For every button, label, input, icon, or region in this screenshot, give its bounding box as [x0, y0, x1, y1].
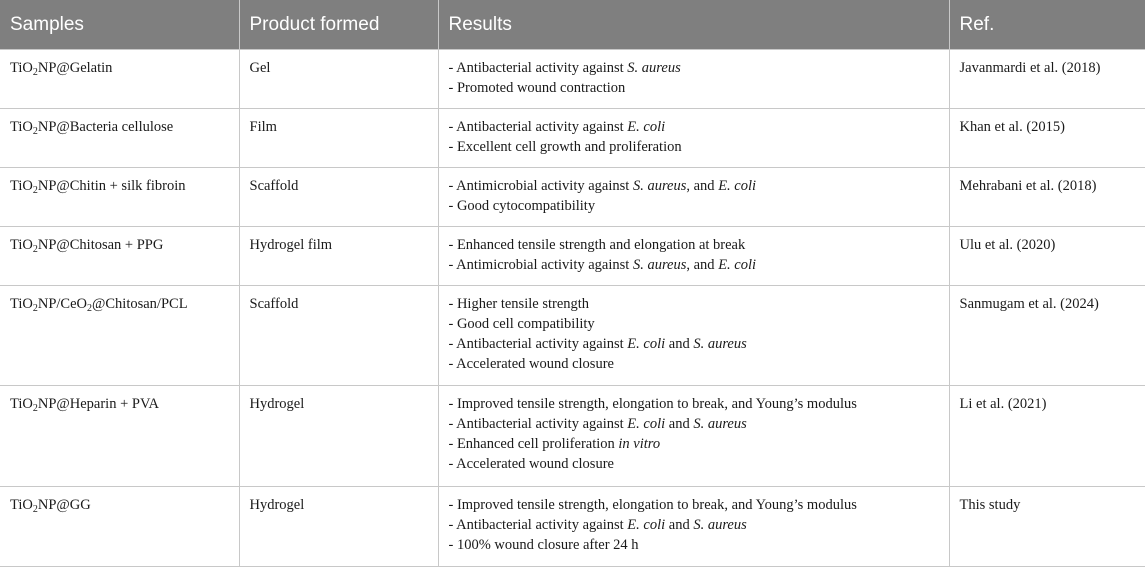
result-line [449, 58, 939, 78]
sample-text: NP@Gelatin [37, 60, 113, 76]
table-row [0, 168, 1145, 227]
result-line [449, 354, 939, 374]
result-italic: S. aureus [627, 60, 681, 76]
sample-subscript: 2 [32, 126, 38, 137]
result-italic: E. coli [718, 178, 757, 194]
sample-text: NP@GG [37, 497, 91, 513]
header-ref: Ref. [949, 0, 1145, 50]
result-italic: E. coli [627, 416, 666, 432]
result-text: - Excellent cell growth and proliferation [448, 139, 682, 155]
result-line [449, 434, 939, 454]
result-line [449, 294, 939, 314]
result-line [449, 176, 939, 196]
sample-subscript: 2 [32, 504, 38, 515]
header-results: Results [438, 0, 949, 50]
sample-cell [0, 109, 239, 168]
ref-cell: Javanmardi et al. (2018) [949, 50, 1145, 109]
result-text: , and [686, 178, 719, 194]
product-cell: Scaffold [239, 286, 438, 386]
sample-text: NP@Chitosan + PPG [37, 237, 164, 253]
table-row [0, 109, 1145, 168]
result-text: and [665, 416, 694, 432]
result-line [449, 314, 939, 334]
result-text: - Accelerated wound closure [448, 456, 614, 472]
result-italic: S. aureus [693, 336, 747, 352]
results-cell [438, 286, 949, 386]
result-text: - Accelerated wound closure [448, 356, 614, 372]
results-cell [438, 109, 949, 168]
product-cell: Hydrogel [239, 487, 438, 567]
result-text: - Antibacterial activity against [448, 119, 628, 135]
results-cell [438, 487, 949, 567]
result-line [449, 117, 939, 137]
results-cell [438, 168, 949, 227]
table-row [0, 487, 1145, 567]
table-row [0, 386, 1145, 487]
sample-subscript: 2 [87, 303, 93, 314]
result-line [449, 334, 939, 354]
product-cell: Hydrogel film [239, 227, 438, 286]
sample-cell [0, 487, 239, 567]
product-cell: Film [239, 109, 438, 168]
result-text: - Enhanced cell proliferation [448, 436, 619, 452]
sample-text: TiO [10, 119, 33, 135]
result-line [449, 495, 939, 515]
result-text: - Antibacterial activity against [448, 517, 628, 533]
sample-cell [0, 50, 239, 109]
sample-cell [0, 286, 239, 386]
result-italic: in vitro [618, 436, 661, 452]
sample-subscript: 2 [32, 67, 38, 78]
header-row [0, 0, 1145, 50]
sample-text: NP/CeO [37, 296, 88, 312]
results-cell [438, 227, 949, 286]
result-text: - Promoted wound contraction [448, 80, 626, 96]
result-italic: S. aureus [632, 178, 687, 194]
sample-text: TiO [10, 296, 33, 312]
sample-text: TiO [10, 497, 33, 513]
sample-text: TiO [10, 396, 33, 412]
result-line [449, 235, 939, 255]
ref-cell: Li et al. (2021) [949, 386, 1145, 487]
result-text: - Higher tensile strength [448, 296, 590, 312]
result-italic: S. aureus [693, 517, 747, 533]
table-row [0, 227, 1145, 286]
ref-cell: This study [949, 487, 1145, 567]
result-text: - Good cell compatibility [448, 316, 595, 332]
table-header [0, 0, 1145, 50]
result-text: - Antibacterial activity against [448, 60, 628, 76]
result-line [449, 137, 939, 157]
result-italic: E. coli [718, 257, 757, 273]
table-body [0, 50, 1145, 567]
product-cell: Scaffold [239, 168, 438, 227]
sample-subscript: 2 [32, 244, 38, 255]
result-text: - Antimicrobial activity against [448, 257, 633, 273]
sample-text: NP@Heparin + PVA [37, 396, 160, 412]
result-line [449, 515, 939, 535]
result-italic: E. coli [627, 517, 666, 533]
result-text: - Improved tensile strength, elongation to break, and Young’s modulus [448, 396, 857, 412]
ref-cell: Mehrabani et al. (2018) [949, 168, 1145, 227]
result-text: and [665, 336, 694, 352]
sample-text: TiO [10, 178, 33, 194]
product-cell: Hydrogel [239, 386, 438, 487]
header-product-formed: Product formed [239, 0, 438, 50]
product-cell: Gel [239, 50, 438, 109]
sample-text: TiO [10, 237, 33, 253]
result-italic: E. coli [627, 119, 666, 135]
result-italic: S. aureus [632, 257, 687, 273]
result-text: - Enhanced tensile strength and elongation at break [448, 237, 746, 253]
result-text: - Antibacterial activity against [448, 336, 628, 352]
sample-subscript: 2 [32, 303, 38, 314]
sample-text: NP@Chitin + silk fibroin [37, 178, 186, 194]
ref-cell: Khan et al. (2015) [949, 109, 1145, 168]
result-line [449, 196, 939, 216]
sample-cell [0, 227, 239, 286]
sample-text: NP@Bacteria cellulose [37, 119, 174, 135]
result-italic: S. aureus [693, 416, 747, 432]
result-line [449, 454, 939, 474]
result-text: - Antibacterial activity against [448, 416, 628, 432]
result-text: and [665, 517, 694, 533]
sample-text: TiO [10, 60, 33, 76]
sample-cell [0, 168, 239, 227]
table-row [0, 50, 1145, 109]
ref-cell: Ulu et al. (2020) [949, 227, 1145, 286]
sample-subscript: 2 [32, 185, 38, 196]
result-text: - Antimicrobial activity against [448, 178, 633, 194]
result-line [449, 414, 939, 434]
result-text: - Good cytocompatibility [448, 198, 596, 214]
sample-subscript: 2 [32, 403, 38, 414]
sample-cell [0, 386, 239, 487]
result-line [449, 394, 939, 414]
result-line [449, 255, 939, 275]
result-line [449, 535, 939, 555]
result-italic: E. coli [627, 336, 666, 352]
table-row [0, 286, 1145, 386]
ref-cell: Sanmugam et al. (2024) [949, 286, 1145, 386]
results-cell [438, 386, 949, 487]
header-samples: Samples [0, 0, 239, 50]
result-text: - 100% wound closure after 24 h [448, 537, 639, 553]
sample-text: @Chitosan/PCL [92, 296, 188, 312]
result-text: - Improved tensile strength, elongation to break, and Young’s modulus [448, 497, 857, 513]
result-line [449, 78, 939, 98]
results-cell [438, 50, 949, 109]
result-text: , and [686, 257, 719, 273]
